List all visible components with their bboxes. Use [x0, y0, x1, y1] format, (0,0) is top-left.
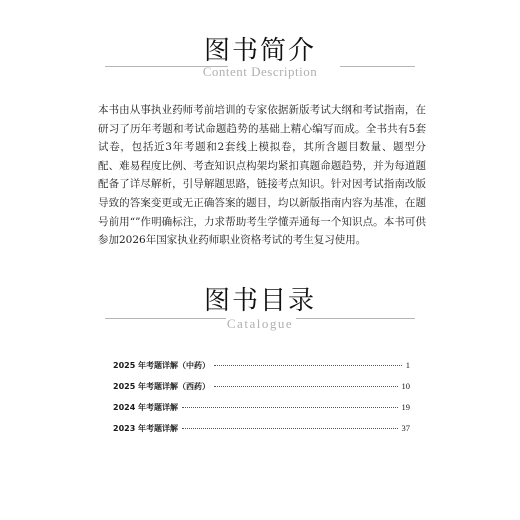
- toc-entry-label: 2025 年考题详解（西药）: [113, 382, 211, 391]
- toc-title: 图书目录: [203, 286, 316, 316]
- table-of-contents: [113, 360, 410, 444]
- intro-subtitle: Content Description: [202, 64, 318, 79]
- toc-entry-page: 1: [405, 360, 410, 370]
- toc-entry[interactable]: [113, 402, 410, 422]
- toc-entry[interactable]: [113, 360, 410, 380]
- toc-entry[interactable]: [113, 381, 410, 401]
- intro-paragraph: 本书由从事执业药师考前培训的专家依据新版考试大纲和考试指南，在研习了历年考题和考试命题趋势的基础上精心编写而成。全书共有5套试卷，包括近3年考题和2套线上模拟卷，其所含题目数量、题型分配、难易程度比例、考查知识点构架均紧扣真题命题趋势，并为每道题配备了详尽解析，引导解题思路，链接考点知识。针对因考试指南改版导致的答案变更或无正确答案的题目，均以新版指南内容为基准，在题号前用“”作明确标注，力求帮助考生学懂弄通每一个知识点。本书可供参加2026年国家执业药师职业资格考试的考生复习使用。: [98, 104, 426, 247]
- toc-entry-page: 10: [401, 381, 410, 391]
- toc-leader-dots: [182, 407, 397, 408]
- toc-subtitle: Catalogue: [226, 316, 294, 331]
- toc-leader-dots: [214, 365, 402, 366]
- toc-entry-label: 2025 年考题详解（中药）: [113, 361, 211, 370]
- toc-entry-page: 37: [401, 423, 410, 433]
- toc-entry-label: 2024 年考题详解: [113, 403, 179, 412]
- toc-leader-dots: [182, 428, 397, 429]
- toc-leader-dots: [214, 386, 397, 387]
- toc-entry[interactable]: [113, 423, 410, 443]
- intro-title: 图书简介: [203, 36, 316, 66]
- toc-entry-page: 19: [401, 402, 410, 412]
- toc-entry-label: 2023 年考题详解: [113, 424, 179, 433]
